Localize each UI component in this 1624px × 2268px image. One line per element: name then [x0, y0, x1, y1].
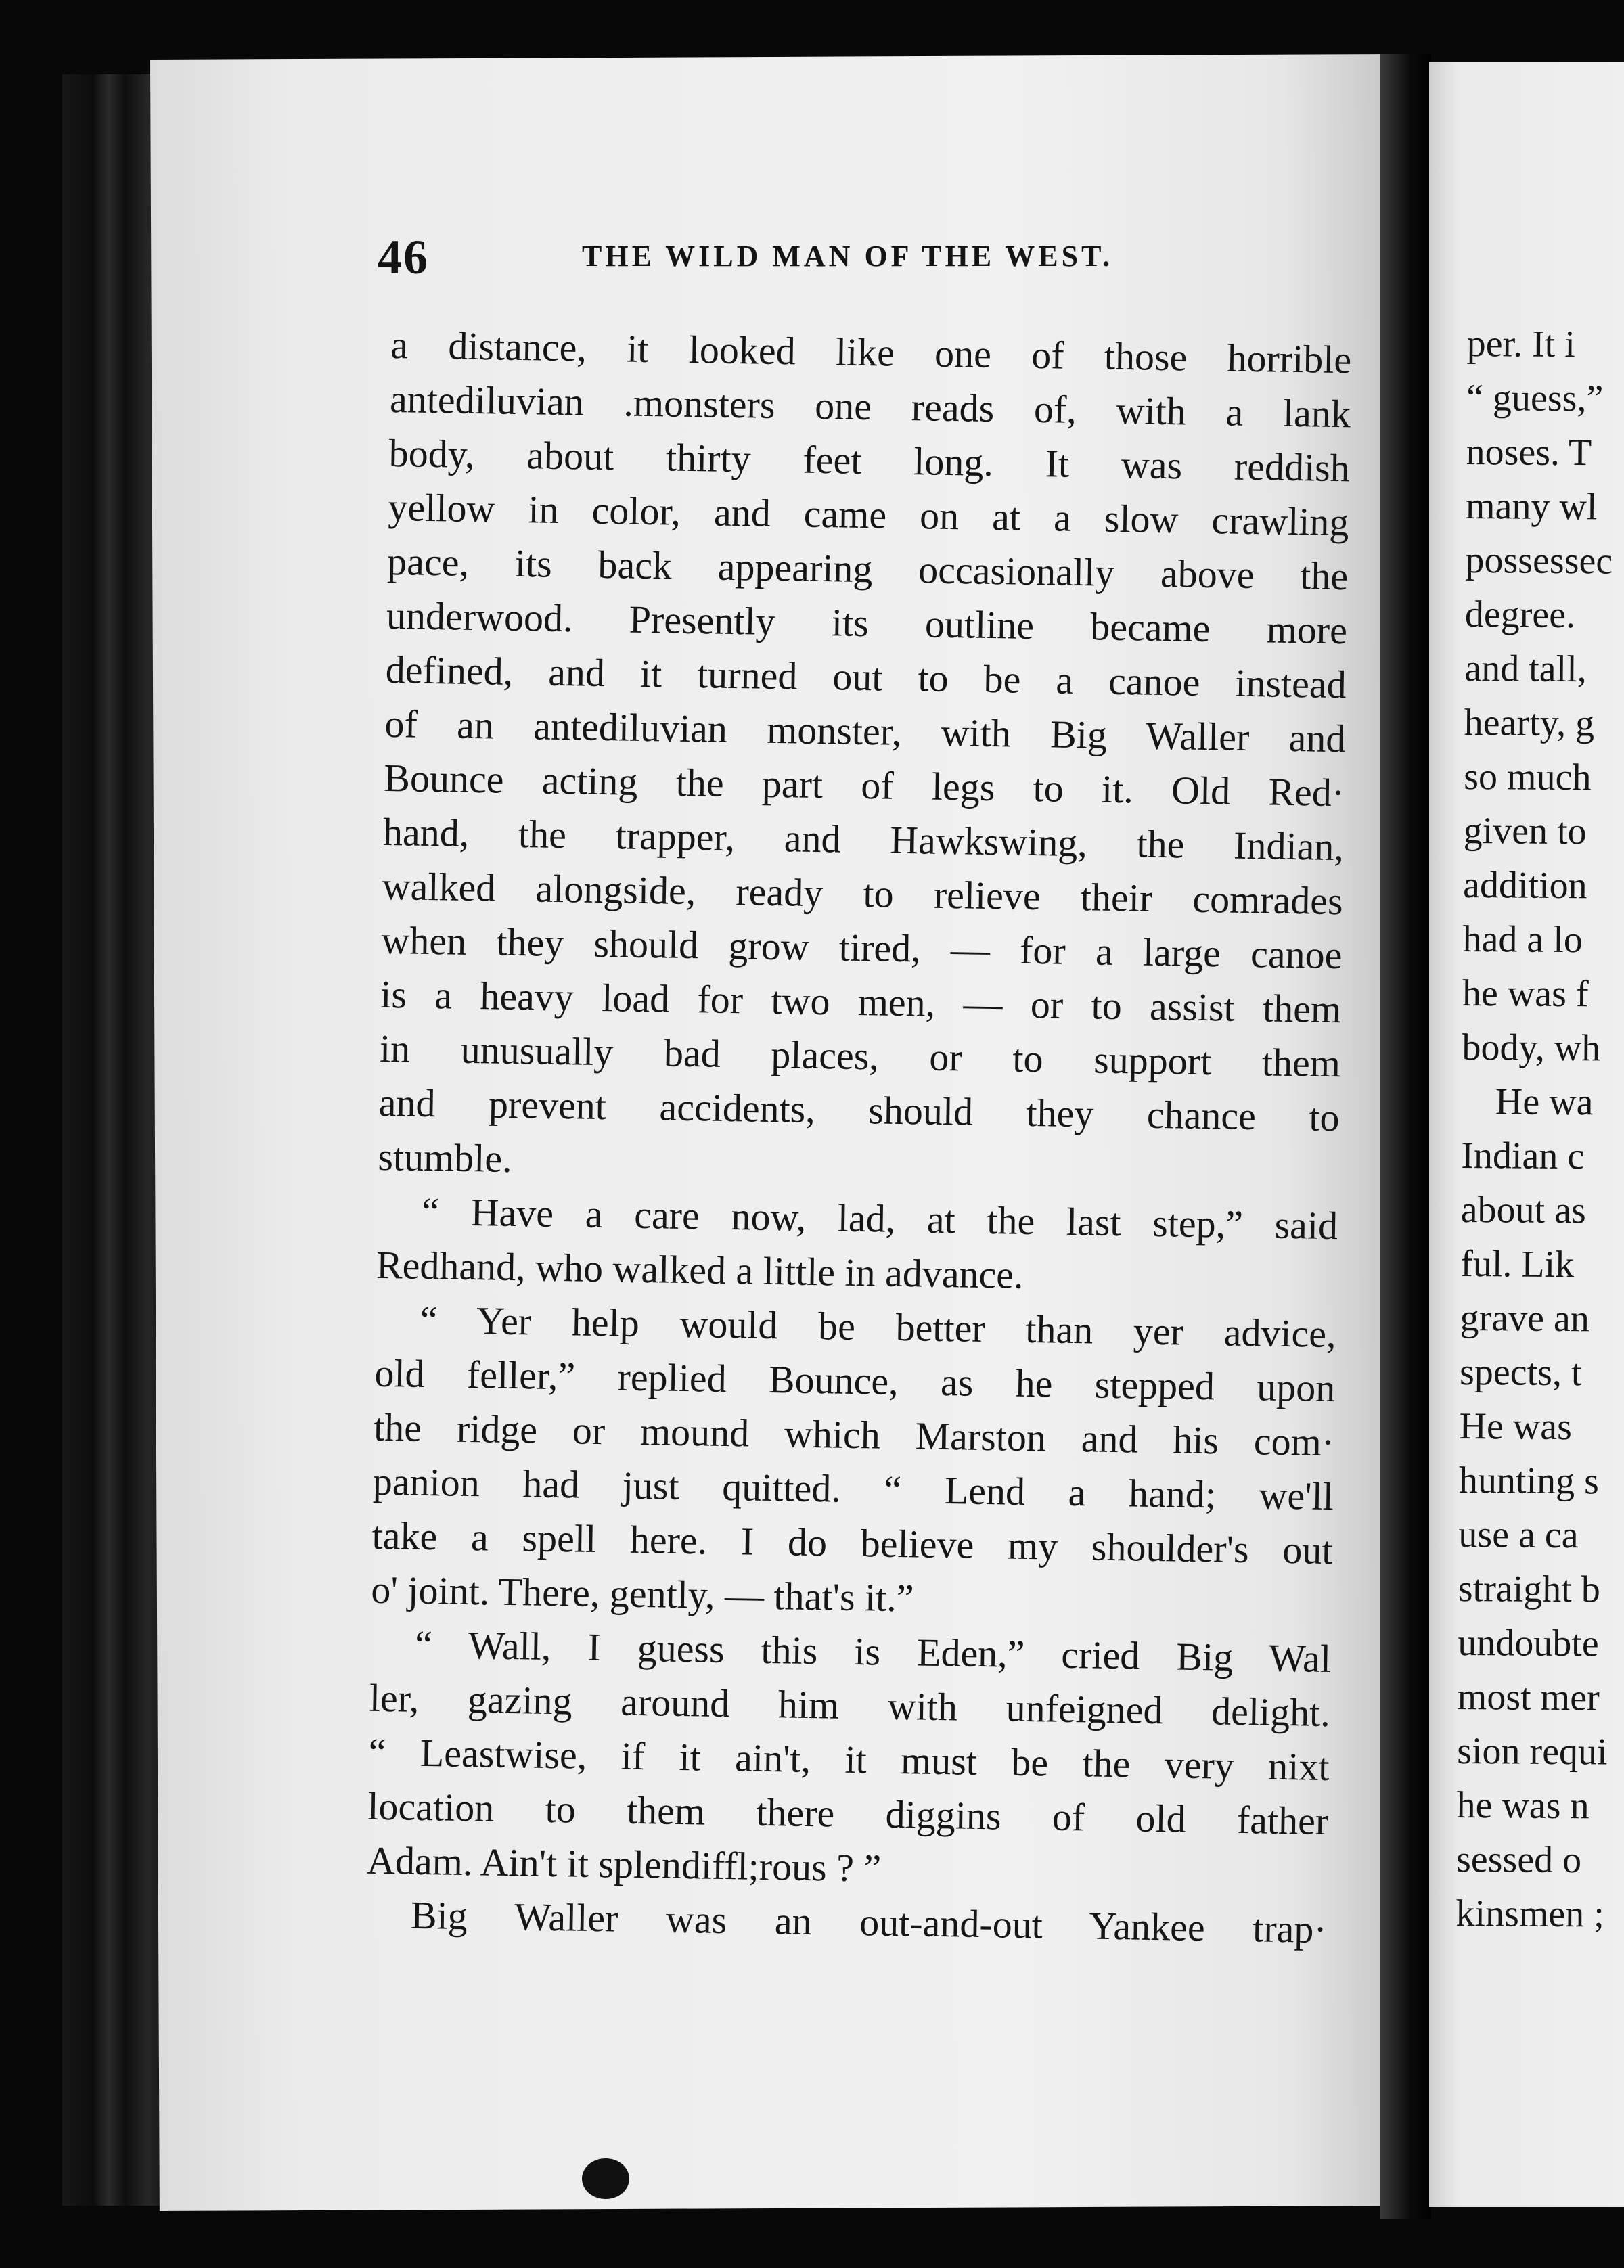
text-fragment: per. It i	[1466, 322, 1576, 366]
text-line: pace, its back appearing occasionally above the	[386, 539, 1349, 599]
text-line: take a spell here. I do believe my shoulder's out	[371, 1513, 1334, 1573]
text-line: “ Have a care now, lad, at the last step,” said	[421, 1189, 1338, 1248]
text-fragment: he was f	[1462, 972, 1589, 1016]
text-line: a distance, it looked like one of those horrible	[390, 322, 1352, 382]
text-line: yellow in color, and came on at a slow crawling	[388, 484, 1349, 545]
text-line: is a heavy load for two men, — or to assist them	[380, 972, 1342, 1032]
text-line: when they should grow tired, — for a large canoe	[381, 917, 1343, 978]
text-fragment: degree.	[1464, 593, 1576, 637]
text-line: old feller,” replied Bounce, as he stepped upon	[374, 1351, 1336, 1411]
book-gutter	[1380, 54, 1431, 2219]
text-line: defined, and it turned out to be a canoe instead	[385, 647, 1347, 707]
text-line: antediluvian .monsters one reads of, with a lank	[389, 376, 1351, 436]
text-line: Adam. Ain't it splendiffl;rous ? ”	[366, 1838, 882, 1890]
text-fragment: Indian c	[1461, 1134, 1585, 1178]
text-line: hand, the trapper, and Hawkswing, the Indian,	[382, 809, 1345, 869]
text-fragment: sion requi	[1456, 1729, 1608, 1773]
text-fragment: He wa	[1495, 1081, 1594, 1124]
body-text	[365, 318, 1352, 1957]
text-fragment: use a ca	[1458, 1513, 1579, 1557]
text-fragment: hearty, g	[1464, 701, 1595, 745]
text-line: Big Waller was an out-and-out Yankee trap·	[410, 1892, 1328, 1952]
text-line: ler, gazing around him with unfeigned delight.	[369, 1675, 1331, 1736]
text-fragment: undoubte	[1458, 1621, 1599, 1665]
text-fragment: many wl	[1465, 484, 1598, 528]
text-line: “ Yer help would be better than yer advice,	[420, 1297, 1337, 1357]
text-fragment: hunting s	[1458, 1459, 1600, 1503]
text-fragment: addition	[1462, 863, 1587, 907]
text-fragment: sessed o	[1456, 1838, 1582, 1882]
right-page-text-fragment	[1456, 317, 1624, 1942]
text-line: walked alongside, ready to relieve their comrades	[382, 863, 1344, 924]
text-fragment: He was	[1459, 1405, 1573, 1449]
text-fragment: body, wh	[1462, 1026, 1601, 1070]
text-fragment: and tall,	[1464, 647, 1587, 691]
text-fragment: “ guess,”	[1466, 376, 1604, 420]
page-number: 46	[378, 230, 429, 284]
text-fragment: spects, t	[1459, 1351, 1582, 1394]
running-title: THE WILD MAN OF THE WEST.	[582, 240, 1114, 273]
text-line: and prevent accidents, should they chance to	[378, 1080, 1340, 1140]
text-fragment: ful. Lik	[1460, 1242, 1575, 1286]
text-line: in unusually bad places, or to support them	[379, 1026, 1341, 1086]
text-line: panion had just quitted. “ Lend a hand; we'll	[372, 1459, 1334, 1519]
text-fragment: kinsmen ;	[1456, 1892, 1605, 1936]
text-fragment: given to	[1463, 809, 1587, 853]
text-fragment: straight b	[1458, 1567, 1601, 1611]
text-fragment: so much	[1464, 755, 1592, 799]
text-fragment: noses. T	[1466, 430, 1592, 474]
text-line: of an antediluvian monster, with Big Waller and	[384, 701, 1346, 761]
scan-speck	[582, 2158, 629, 2199]
text-line: stumble.	[378, 1134, 513, 1181]
text-line: “ Leastwise, if it ain't, it must be the very nixt	[368, 1729, 1330, 1790]
text-fragment: had a lo	[1462, 917, 1583, 961]
text-line: location to them there diggins of old father	[367, 1784, 1329, 1844]
text-line: o' joint. There, gently, — that's it.”	[370, 1567, 915, 1620]
text-fragment: about as	[1460, 1188, 1587, 1232]
running-header	[378, 230, 1367, 284]
text-line: “ Wall, I guess this is Eden,” cried Big Wal	[414, 1622, 1332, 1681]
text-fragment: possessec	[1465, 539, 1613, 583]
text-fragment: most mer	[1457, 1675, 1600, 1719]
text-fragment: he was n	[1456, 1784, 1589, 1828]
text-line: Redhand, who walked a little in advance.	[376, 1242, 1024, 1297]
text-line: underwood. Presently its outline became more	[386, 593, 1348, 653]
text-fragment: grave an	[1460, 1296, 1590, 1340]
text-line: the ridge or mound which Marston and his com·	[373, 1405, 1335, 1465]
text-line: body, about thirty feet long. It was reddish	[388, 430, 1351, 491]
text-line: Bounce acting the part of legs to it. Old Red·	[383, 755, 1345, 815]
